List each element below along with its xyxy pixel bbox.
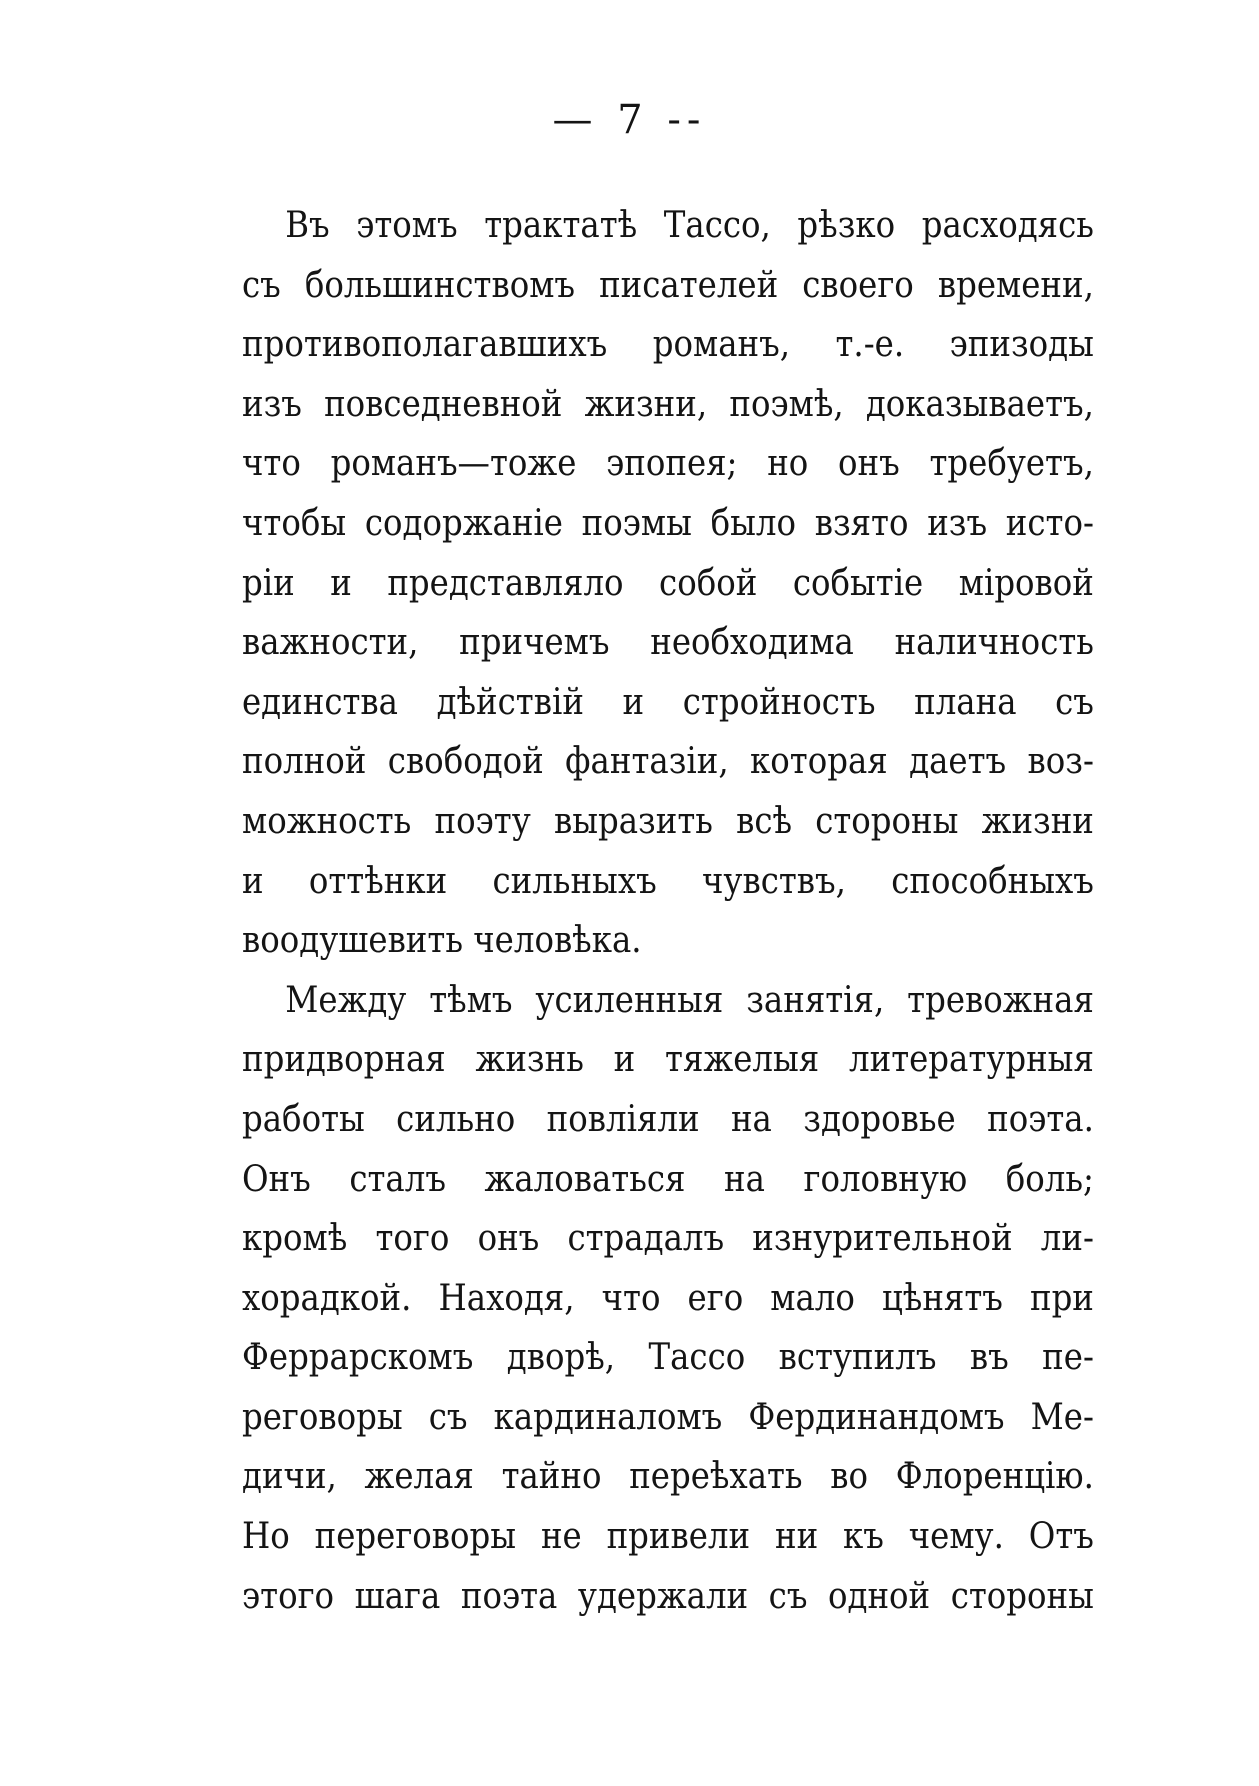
text-line: работы сильно повліяли на здоровье поэта. [242, 1098, 1094, 1140]
text-line: съ большинствомъ писателей своего времени, [242, 264, 1094, 306]
text-line: Между тѣмъ усиленныя занятія, тревожная [285, 979, 1094, 1021]
text-line: изъ повседневной жизни, поэмѣ, доказываетъ, [242, 383, 1094, 425]
paragraph-1 [242, 196, 1094, 971]
text-line: Въ этомъ трактатѣ Тассо, рѣзко расходясь [285, 205, 1094, 246]
text-line: ріи и представляло собой событіе міровой [242, 562, 1094, 604]
body-text [242, 196, 1094, 1626]
text-line: придворная жизнь и тяжелыя литературныя [242, 1039, 1094, 1081]
page-number: — 7 -- [552, 97, 707, 143]
text-line: воодушевить человѣка. [242, 920, 642, 962]
text-line: кромѣ того онъ страдалъ изнурительной ли- [242, 1218, 1094, 1260]
text-line: и оттѣнки сильныхъ чувствъ, способныхъ [242, 860, 1094, 902]
text-line: единства дѣйствій и стройность плана съ [242, 681, 1094, 723]
text-line: Феррарскомъ дворѣ, Тассо вступилъ въ пе- [242, 1337, 1094, 1379]
text-line: хорадкой. Находя, что его мало цѣнятъ при [242, 1277, 1094, 1319]
text-line: что романъ—тоже эпопея; но онъ требуетъ, [242, 443, 1094, 485]
text-line: Но переговоры не привели ни къ чему. Отъ [242, 1516, 1094, 1558]
text-line: дичи, желая тайно переѣхать во Флоренцію. [242, 1456, 1094, 1498]
text-line: этого шага поэта удержали съ одной стороны [242, 1575, 1094, 1617]
text-line: полной свободой фантазіи, которая даетъ воз- [242, 741, 1094, 783]
paragraph-2 [242, 971, 1094, 1627]
text-line: важности, причемъ необходима наличность [242, 622, 1094, 664]
text-line: чтобы содоржаніе поэмы было взято изъ исто- [242, 502, 1094, 544]
text-line: противополагавшихъ романъ, т.-е. эпизоды [242, 324, 1094, 366]
text-line: можность поэту выразить всѣ стороны жизни [242, 800, 1094, 842]
text-line: Онъ сталъ жаловаться на головную боль; [242, 1158, 1094, 1200]
text-line: реговоры съ кардиналомъ Фердинандомъ Ме- [242, 1396, 1094, 1438]
